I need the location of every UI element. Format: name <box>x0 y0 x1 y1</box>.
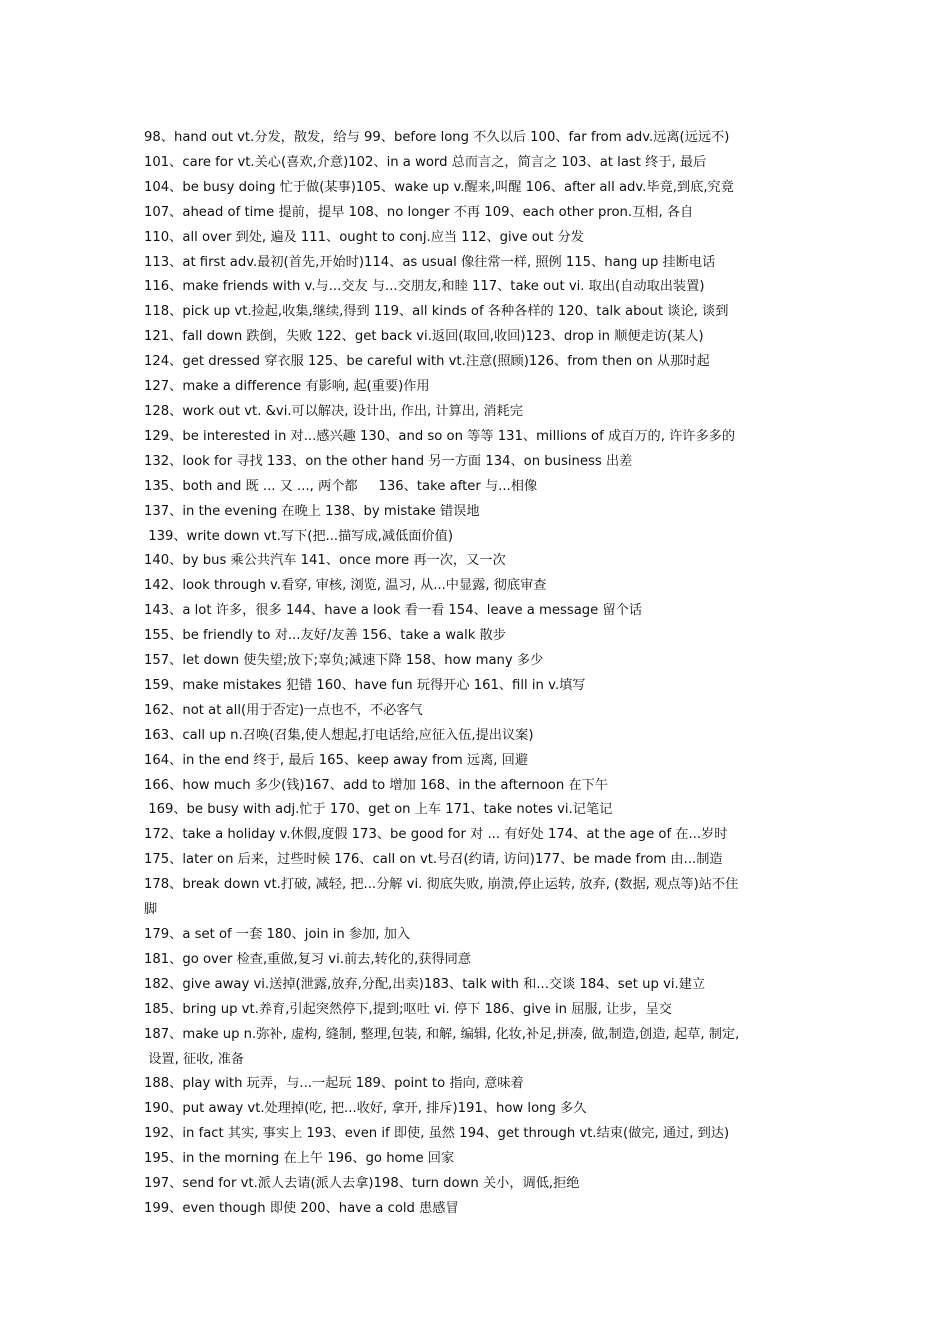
phrase-line: 185、bring up vt.养育,引起突然停下,提到;呕吐 vi. 停下 186、give in 屈服, 让步，呈交 <box>144 1001 672 1017</box>
phrase-line: 121、fall down 跌倒，失败 122、get back vi.返回(取回,收回)123、drop in 顺便走访(某人) <box>144 329 704 345</box>
phrase-line: 182、give away vi.送掉(泄露,放弃,分配,出卖)183、talk with 和...交谈 184、set up vi.建立 <box>144 976 706 992</box>
phrase-line: 159、make mistakes 犯错 160、have fun 玩得开心 161、fill in v.填写 <box>144 677 586 693</box>
phrase-line: 113、at first adv.最初(首先,开始时)114、as usual 像往常一样, 照例 115、hang up 挂断电话 <box>144 254 716 270</box>
phrase-line: 101、care for vt.关心(喜欢,介意)102、in a word 总而言之，简言之 103、at last 终于, 最后 <box>144 154 707 170</box>
phrase-line: 118、pick up vt.捡起,收集,继续,得到 119、all kinds of 各种各样的 120、talk about 谈论, 谈到 <box>144 304 729 320</box>
phrase-line: 127、make a difference 有影响, 起(重要)作用 <box>144 379 430 395</box>
phrase-line: 142、look through v.看穿, 审核, 浏览, 温习, 从...中显露, 彻底审查 <box>144 578 547 594</box>
phrase-line: 110、all over 到处, 遍及 111、ought to conj.应当 112、give out 分发 <box>144 229 584 245</box>
phrase-line: 128、work out vt. &vi.可以解决, 设计出, 作出, 计算出, 消耗完 <box>144 403 523 419</box>
phrase-line: 脚 <box>144 902 158 918</box>
phrase-line: 181、go over 检查,重做,复习 vi.前去,转化的,获得同意 <box>144 951 472 967</box>
phrase-line: 116、make friends with v.与...交友 与...交朋友,和睦 117、take out vi. 取出(自动取出装置) <box>144 279 705 295</box>
phrase-line: 设置, 征收, 准备 <box>144 1051 245 1067</box>
phrase-line: 132、look for 寻找 133、on the other hand 另一方面 134、on business 出差 <box>144 453 633 469</box>
phrase-line: 199、even though 即使 200、have a cold 患感冒 <box>144 1200 459 1216</box>
phrase-line: 188、play with 玩弄，与...一起玩 189、point to 指向, 意味着 <box>144 1076 524 1092</box>
phrase-line: 139、write down vt.写下(把...描写成,减低面价值) <box>144 528 453 544</box>
phrase-line: 124、get dressed 穿衣服 125、be careful with vt.注意(照顾)126、from then on 从那时起 <box>144 354 710 370</box>
phrase-line: 175、later on 后来，过些时候 176、call on vt.号召(约请, 访问)177、be made from 由...制造 <box>144 852 723 868</box>
phrase-line: 137、in the evening 在晚上 138、by mistake 错误地 <box>144 503 480 519</box>
phrase-line: 162、not at all(用于否定)一点也不，不必客气 <box>144 702 423 718</box>
phrase-line: 135、both and 既 ... 又 ..., 两个都 136、take after 与...相像 <box>144 478 538 494</box>
phrase-line: 143、a lot 许多，很多 144、have a look 看一看 154、leave a message 留个话 <box>144 603 643 619</box>
phrase-line: 163、call up n.召唤(召集,使人想起,打电话给,应征入伍,提出议案) <box>144 727 534 743</box>
phrase-line: 157、let down 使失望;放下;辜负;减速下降 158、how many 多少 <box>144 653 544 669</box>
phrase-line: 164、in the end 终于, 最后 165、keep away from 远离, 回避 <box>144 752 529 768</box>
phrase-line: 172、take a holiday v.休假,度假 173、be good for 对 ... 有好处 174、at the age of 在...岁时 <box>144 827 728 843</box>
phrase-line: 187、make up n.弥补, 虚构, 缝制, 整理,包装, 和解, 编辑, 化妆,补足,拼凑, 做,制造,创造, 起草, 制定, <box>144 1026 740 1042</box>
phrase-line: 140、by bus 乘公共汽车 141、once more 再一次，又一次 <box>144 553 506 569</box>
phrase-line: 190、put away vt.处理掉(吃, 把...收好, 拿开, 排斥)191、how long 多久 <box>144 1101 587 1117</box>
phrase-line: 179、a set of 一套 180、join in 参加, 加入 <box>144 927 411 942</box>
phrase-line: 107、ahead of time 提前，提早 108、no longer 不再 109、each other pron.互相, 各自 <box>144 204 694 220</box>
phrase-line: 155、be friendly to 对...友好/友善 156、take a walk 散步 <box>144 628 506 644</box>
phrase-line: 192、in fact 其实, 事实上 193、even if 即使, 虽然 194、get through vt.结束(做完, 通过, 到达) <box>144 1126 730 1142</box>
phrase-line: 98、hand out vt.分发，散发，给与 99、before long 不久以后 100、far from adv.远离(远远不) <box>144 130 730 145</box>
phrase-line: 166、how much 多少(钱)167、add to 增加 168、in the afternoon 在下午 <box>144 777 608 793</box>
phrase-list <box>144 126 824 1222</box>
phrase-line: 129、be interested in 对...感兴趣 130、and so on 等等 131、millions of 成百万的, 许许多多的 <box>144 428 736 444</box>
phrase-line: 197、send for vt.派人去请(派人去拿)198、turn down 关小，调低,拒绝 <box>144 1176 580 1192</box>
phrase-line: 195、in the morning 在上午 196、go home 回家 <box>144 1151 455 1167</box>
phrase-line: 178、break down vt.打破, 减轻, 把...分解 vi. 彻底失败, 崩溃,停止运转, 放弃, (数据, 观点等)站不住 <box>144 877 739 893</box>
phrase-line: 169、be busy with adj.忙于 170、get on 上车 171、take notes vi.记笔记 <box>144 802 613 818</box>
phrase-line: 104、be busy doing 忙于做(某事)105、wake up v.醒来,叫醒 106、after all adv.毕竟,到底,究竟 <box>144 179 734 195</box>
